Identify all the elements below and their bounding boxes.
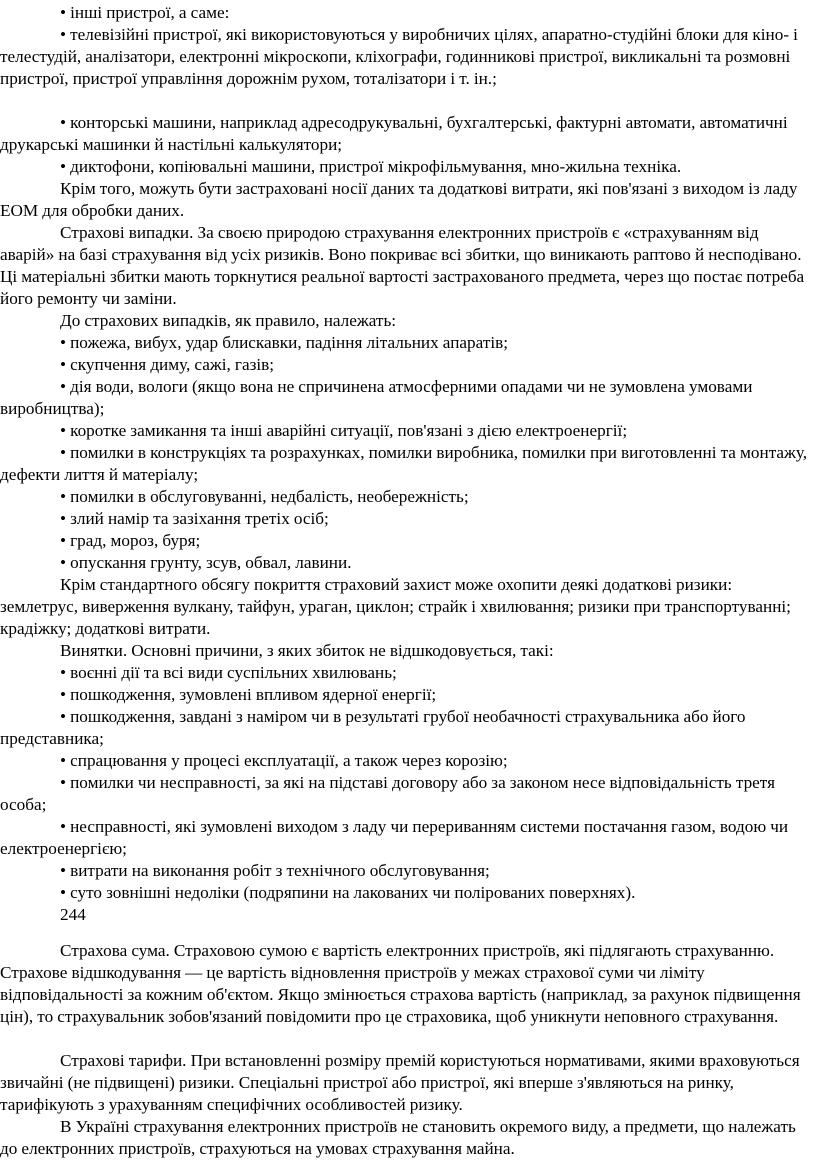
bullet-tv-devices: • телевізійні пристрої, які використовуються у виробничих цілях, апаратно-студійні блоки для кіно- і телестудій, аналізатори, електронні мікроскопи, кліхографи, годинникові пристрої, викликальні та розмовні пристрої, пристрої управління дорожнім рухом, тоталізатори і т. ін.; (0, 25, 798, 88)
paragraph-exclusions: Винятки. Основні причини, з яких збиток не відшкодовується, такі: (60, 641, 554, 660)
bullet-third-party: • помилки чи несправності, за які на підставі договору або за законом несе відповідальність третя особа; (0, 773, 775, 814)
paragraph-data-carriers: Крім того, можуть бути застраховані носії даних та додаткові витрати, які пов'язані з виходом із ладу ЕОМ для обробки даних. (0, 179, 798, 220)
bullet-fire: • пожежа, вибух, удар блискавки, падіння літальних апаратів; (60, 333, 508, 352)
bullet-office-machines: • конторські машини, наприклад адресодрукувальні, бухгалтерські, фактурні автомати, автоматичні друкарські машинки й настільні калькулятори; (0, 113, 788, 154)
paragraph-tariffs: Страхові тарифи. При встановленні розміру премій користуються нормативами, якими враховуються звичайні (не підвищені) ризики. Спеціальні пристрої або пристрої, які вперше з'являються на ринку, тарифікують з урахуванням специфічних особливостей ризику. (0, 1051, 800, 1114)
bullet-external-defects: • суто зовнішні недоліки (подряпини на лакованих чи полірованих поверхнях). (60, 883, 636, 902)
bullet-malice: • злий намір та зазіхання третіх осіб; (60, 509, 329, 528)
bullet-nuclear: • пошкодження, зумовлені впливом ядерної енергії; (60, 685, 437, 704)
bullet-landslide: • опускання грунту, зсув, обвал, лавини. (60, 553, 352, 572)
bullet-supply-failure: • несправності, які зумовлені виходом з ладу чи перериванням системи постачання газом, водою чи електроенергією; (0, 817, 789, 858)
bullet-dictaphones: • диктофони, копіювальні машини, пристрої мікрофільмування, мно-жильна техніка. (60, 157, 682, 176)
paragraph-other-devices: • інші пристрої, а саме: (60, 3, 230, 22)
bullet-war: • воєнні дії та всі види суспільних хвилювань; (60, 663, 397, 682)
bullet-hail: • град, мороз, буря; (60, 531, 201, 550)
paragraph-ukraine: В Україні страхування електронних пристроїв не становить окремого виду, а предмети, що належать до електронних пристроїв, страхуються на умовах страхування майна. (0, 1117, 796, 1158)
paragraph-events-intro: До страхових випадків, як правило, належать: (60, 311, 397, 330)
bullet-short-circuit: • коротке замикання та інші аварійні ситуації, пов'язані з дією електроенергії; (60, 421, 628, 440)
paragraph-sum-insured: Страхова сума. Страховою сумою є вартість електронних пристроїв, які підлягають страхуванню. Страхове відшкодування — це вартість відновлення пристроїв у межах страхової суми чи ліміту відповідальності за кожним об'єктом. Якщо змінюється страхова вартість (наприклад, за рахунок підвищення цін), то страхувальник зобов'язаний повідомити про це страховика, щоб уникнути неповного страхування. (0, 941, 801, 1026)
bullet-water: • дія води, вологи (якщо вона не спричинена атмосферними опадами чи не зумовлена умовами виробництва); (0, 377, 753, 418)
bullet-service-errors: • помилки в обслуговуванні, недбалість, необережність; (60, 487, 469, 506)
bullet-maintenance: • витрати на виконання робіт з технічного обслуговування; (60, 861, 490, 880)
paragraph-insured-events: Страхові випадки. За своєю природою страхування електронних пристроїв є «страхуванням від аварій» на базі страхування від усіх ризиків. Воно покриває всі збитки, що виникають раптово й несподівано. Ці матеріальні збитки мають торкнутися реальної вартості застрахованого предмета, через що постає потреба його ремонту чи заміни. (0, 223, 805, 308)
bullet-smoke: • скупчення диму, сажі, газів; (60, 355, 275, 374)
paragraph-additional-risks: Крім стандартного обсягу покриття страховий захист може охопити деякі додаткові ризики: землетрус, виверження вулкану, тайфун, ураган, циклон; страйк і хвилювання; ризики при транспортуванні; крадіжку; додаткові витрати. (0, 575, 791, 638)
bullet-design-errors: • помилки в конструкціях та розрахунках, помилки виробника, помилки при виготовленні та монтажу, дефекти лиття й матеріалу; (0, 443, 808, 484)
bullet-wear: • спрацювання у процесі експлуатації, а також через корозію; (60, 751, 508, 770)
page-number: 244 (60, 905, 86, 924)
bullet-intent: • пошкодження, завдані з наміром чи в результаті грубої необачності страхувальника або його представника; (0, 707, 746, 748)
